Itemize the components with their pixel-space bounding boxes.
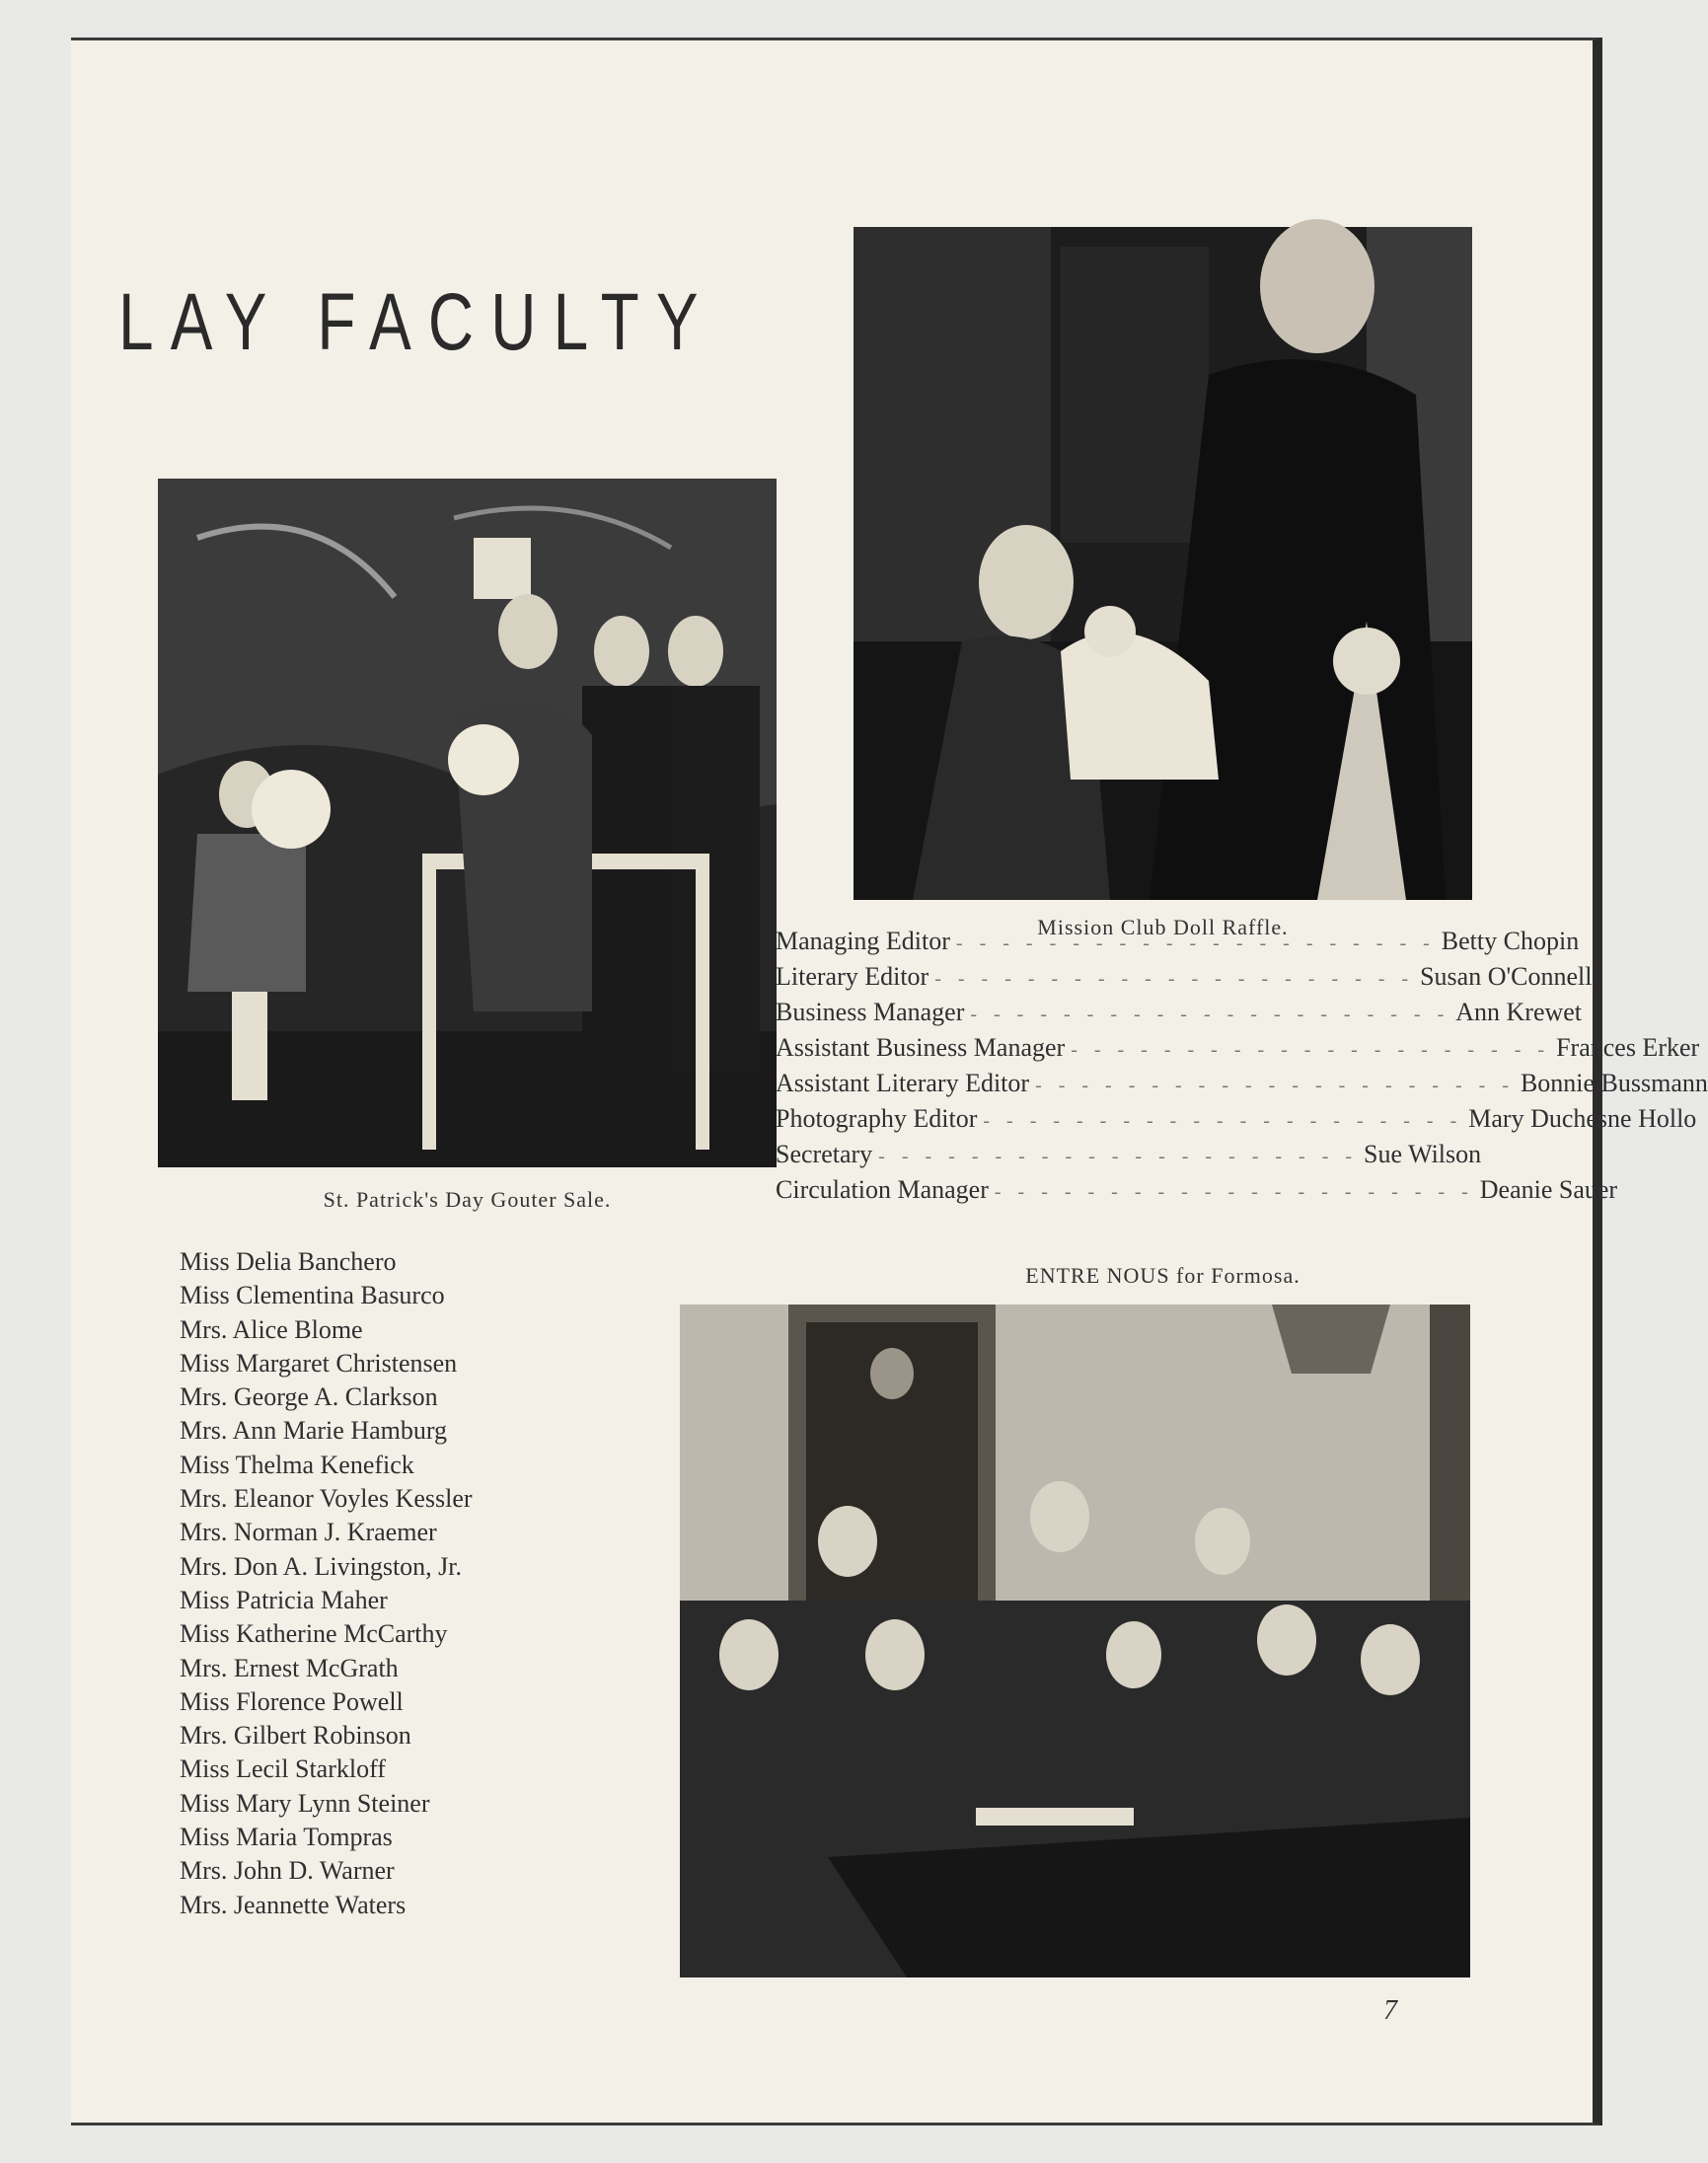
- faculty-name: Miss Lecil Starkloff: [180, 1754, 386, 1784]
- faculty-name: Miss Delia Banchero: [180, 1247, 397, 1276]
- faculty-name: Mrs. Gilbert Robinson: [180, 1721, 411, 1751]
- staff-name: Susan O'Connell: [1420, 962, 1593, 991]
- staff-row: Circulation Manager - - - - - - - - - - - - - - - - - - - - - Deanie Sauer: [776, 1173, 1368, 1209]
- faculty-name: Mrs. George A. Clarkson: [180, 1382, 438, 1412]
- staff-row: Photography Editor - - - - - - - - - - - - - - - - - - - - - Mary Duchesne Hollo: [776, 1102, 1368, 1138]
- faculty-name: Mrs. Ann Marie Hamburg: [180, 1416, 448, 1446]
- faculty-name: Miss Thelma Kenefick: [180, 1450, 414, 1479]
- staff-name: Ann Krewet: [1455, 998, 1583, 1026]
- photo-doll-raffle: [854, 227, 1472, 900]
- photo-entre-nous-staff: [680, 1305, 1470, 1977]
- staff-role: Business Manager: [776, 998, 965, 1026]
- staff-row: Assistant Literary Editor - - - - - - - - - - - - - - - - - - - - - Bonnie Bussmann: [776, 1067, 1368, 1102]
- faculty-name: Mrs. Ernest McGrath: [180, 1653, 399, 1682]
- staff-role: Photography Editor: [776, 1104, 978, 1133]
- staff-name: Sue Wilson: [1364, 1140, 1482, 1168]
- page-number: 7: [1383, 1995, 1397, 2026]
- faculty-name: Mrs. Norman J. Kraemer: [180, 1518, 437, 1547]
- caption-gouter-sale: St. Patrick's Day Gouter Sale.: [323, 1187, 612, 1212]
- staff-list: [776, 925, 1708, 1209]
- faculty-name: Mrs. Alice Blome: [180, 1314, 363, 1344]
- staff-role: Managing Editor: [776, 927, 950, 955]
- faculty-name: Miss Margaret Christensen: [180, 1348, 458, 1378]
- staff-row: Managing Editor - - - - - - - - - - - - - - - - - - - - - Betty Chopin: [776, 925, 1368, 960]
- caption-doll-raffle: Mission Club Doll Raffle.: [1037, 915, 1289, 939]
- staff-name: Frances Erker: [1556, 1033, 1700, 1062]
- faculty-name: Miss Florence Powell: [180, 1686, 404, 1716]
- faculty-name: Mrs. John D. Warner: [180, 1856, 395, 1886]
- faculty-name: Mrs. Don A. Livingston, Jr.: [180, 1551, 463, 1581]
- faculty-name: Miss Maria Tompras: [180, 1823, 393, 1852]
- staff-role: Assistant Literary Editor: [776, 1069, 1030, 1097]
- page-title: LAY FACULTY: [118, 277, 715, 367]
- photo-gouter-sale: [158, 479, 777, 1167]
- staff-role: Assistant Business Manager: [776, 1033, 1066, 1062]
- caption-entre-nous: ENTRE NOUS for Formosa.: [1025, 1263, 1300, 1288]
- staff-row: Assistant Business Manager - - - - - - - - - - - - - - - - - - - - - Frances Erker: [776, 1031, 1368, 1067]
- staff-role: Literary Editor: [776, 962, 929, 991]
- faculty-name: Miss Mary Lynn Steiner: [180, 1788, 430, 1818]
- staff-name: Bonnie Bussmann: [1520, 1069, 1708, 1097]
- staff-name: Mary Duchesne Hollo: [1468, 1104, 1697, 1133]
- staff-row: Literary Editor - - - - - - - - - - - - - - - - - - - - - Susan O'Connell: [776, 960, 1368, 996]
- staff-name: Deanie Sauer: [1479, 1175, 1618, 1204]
- staff-role: Circulation Manager: [776, 1175, 989, 1204]
- staff-row: Secretary - - - - - - - - - - - - - - - - - - - - - Sue Wilson: [776, 1138, 1368, 1173]
- staff-row: Business Manager - - - - - - - - - - - - - - - - - - - - - Ann Krewet: [776, 996, 1368, 1031]
- faculty-name: Mrs. Eleanor Voyles Kessler: [180, 1484, 473, 1514]
- faculty-name: Mrs. Jeannette Waters: [180, 1890, 407, 1919]
- faculty-name: Miss Clementina Basurco: [180, 1281, 445, 1310]
- faculty-name: Miss Patricia Maher: [180, 1585, 388, 1614]
- faculty-list: [180, 1245, 473, 1922]
- staff-name: Betty Chopin: [1441, 927, 1580, 955]
- faculty-name: Miss Katherine McCarthy: [180, 1619, 448, 1649]
- staff-role: Secretary: [776, 1140, 873, 1168]
